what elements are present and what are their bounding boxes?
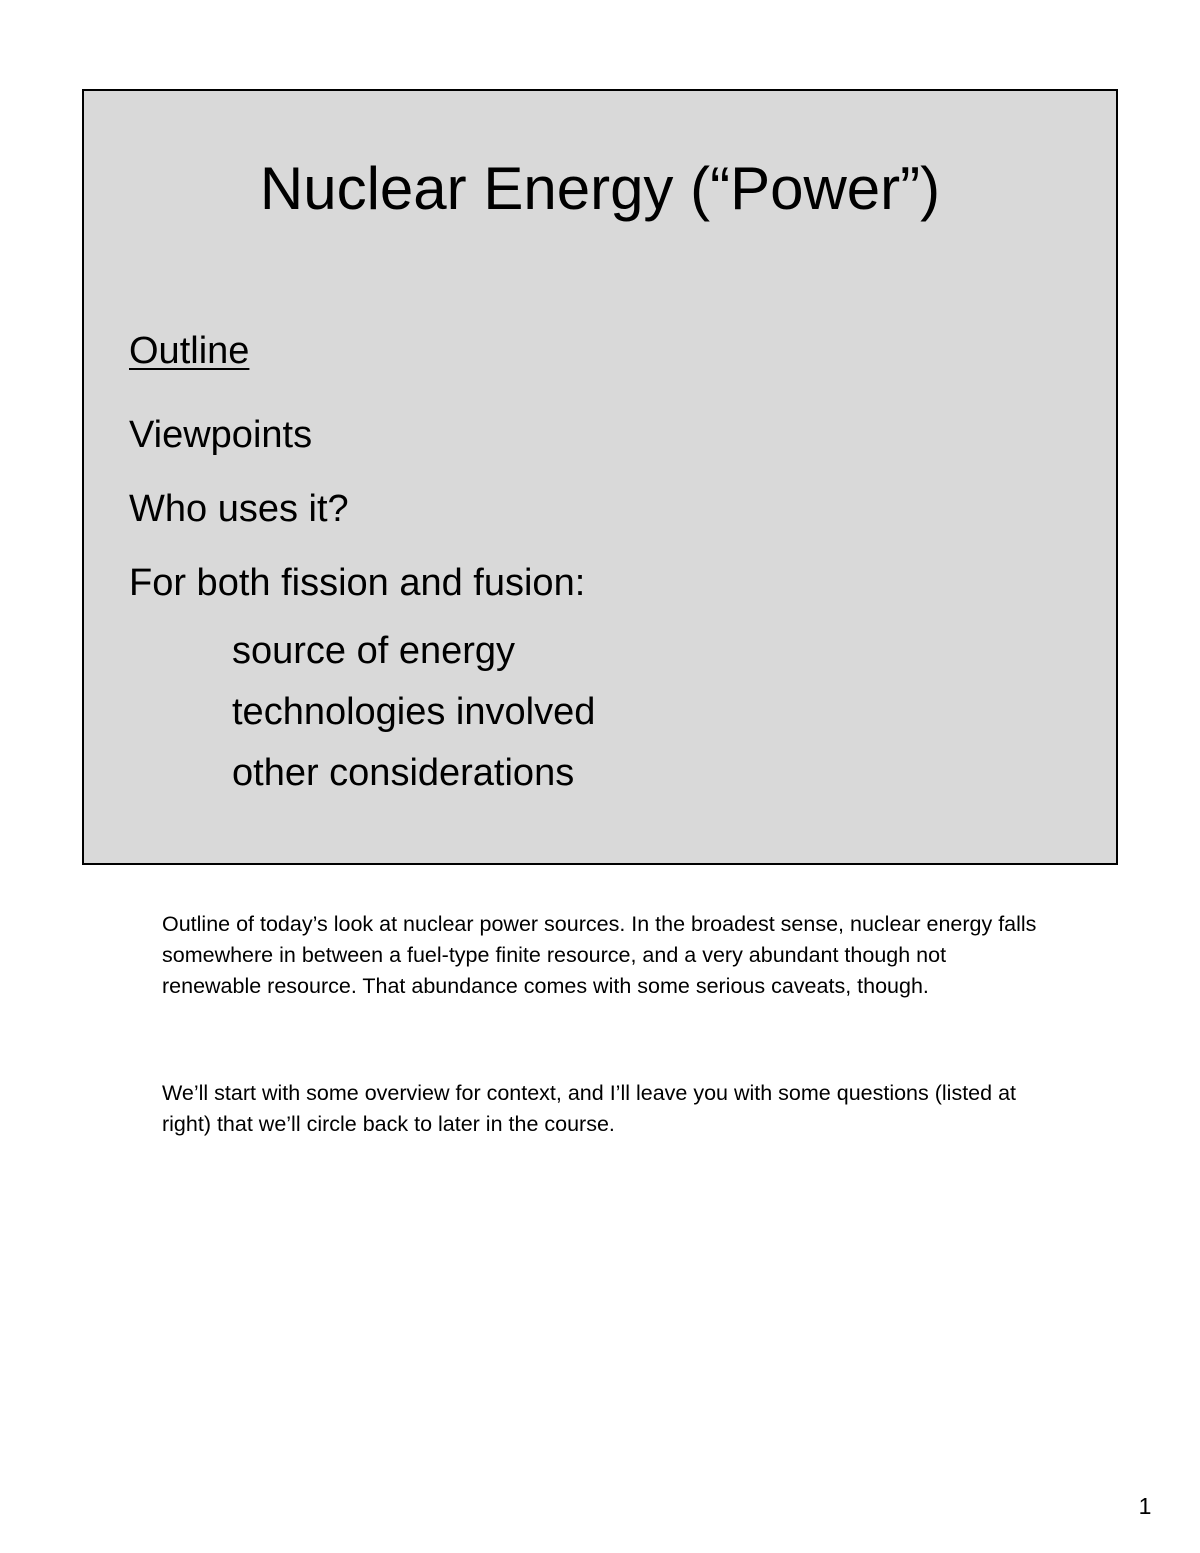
- speaker-notes-paragraph-2: We’ll start with some overview for context, and I’ll leave you with some questions (listed at right) that we’ll circle back to later in the course.: [162, 1081, 1016, 1136]
- slide-frame: [82, 89, 1118, 865]
- speaker-notes-paragraph-1: Outline of today’s look at nuclear power sources. In the broadest sense, nuclear energy falls somewhere in between a fuel-type finite resource, and a very abundant though not renewable resource. That abundance comes with some serious caveats, though.: [162, 912, 1037, 998]
- outline-item-fission-fusion: For both fission and fusion:: [129, 562, 586, 604]
- slide-title: Nuclear Energy (“Power”): [259, 155, 941, 222]
- outline-heading: Outline: [129, 330, 250, 372]
- outline-subitem-technologies: technologies involved: [232, 691, 596, 733]
- outline-subitem-considerations: other considerations: [232, 752, 575, 794]
- outline-item-who-uses-it: Who uses it?: [129, 488, 349, 530]
- page-number: 1: [1138, 1493, 1152, 1519]
- outline-subitem-source-of-energy: source of energy: [232, 630, 516, 672]
- outline-item-viewpoints: Viewpoints: [129, 414, 313, 456]
